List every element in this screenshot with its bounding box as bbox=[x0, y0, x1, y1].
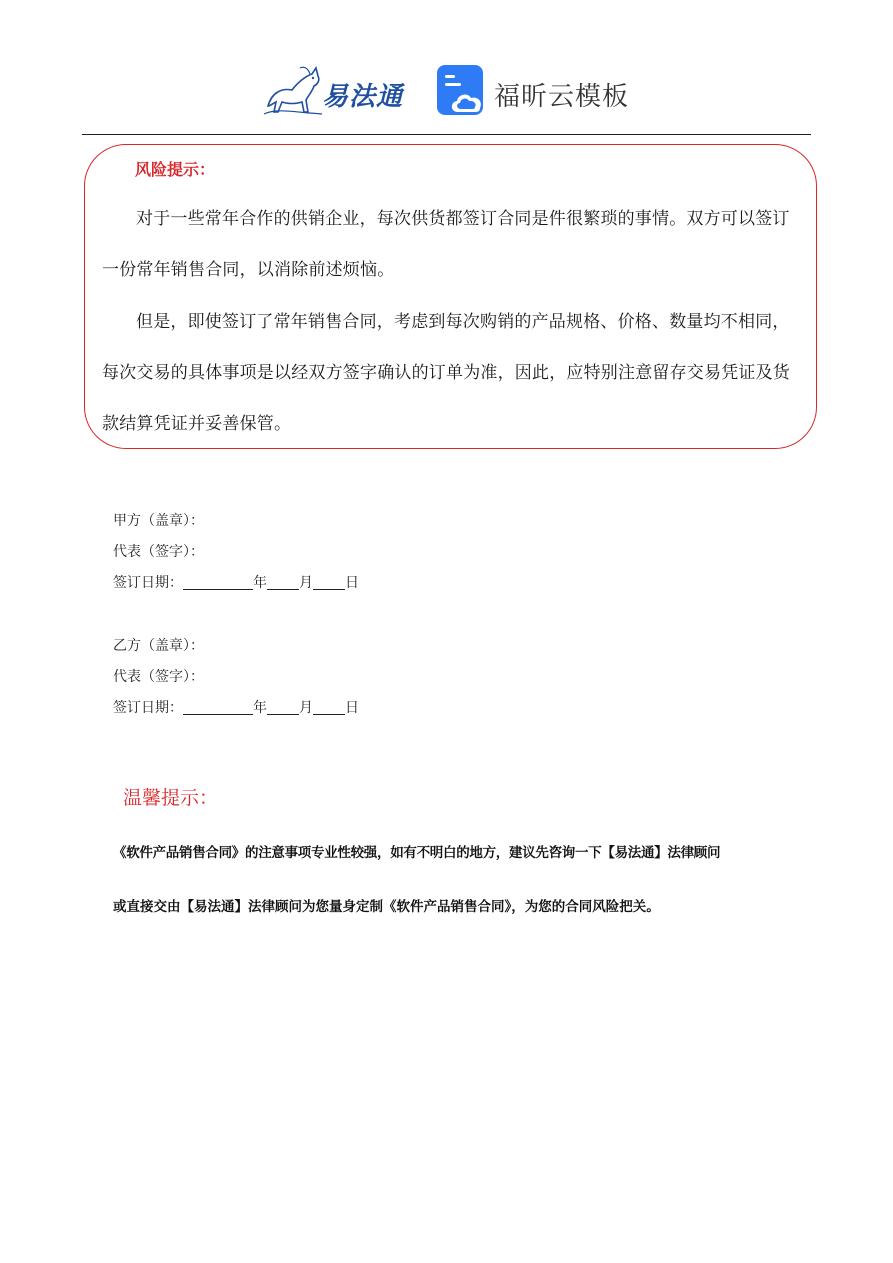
foxit-cloud-template-logo bbox=[436, 64, 636, 118]
horse-icon bbox=[262, 62, 326, 118]
party-b-rep-line bbox=[113, 662, 359, 693]
logo-left-text: 易法通 bbox=[322, 82, 404, 112]
cloud-document-icon bbox=[436, 64, 488, 116]
party-a-rep-label: 代表（签字）： bbox=[113, 544, 204, 560]
party-b-seal-line bbox=[113, 631, 359, 662]
header-divider bbox=[82, 134, 811, 135]
party-a-signature-block bbox=[113, 506, 359, 599]
day-label: 日 bbox=[345, 575, 359, 591]
party-b-rep-label: 代表（签字）： bbox=[113, 669, 204, 685]
month-blank bbox=[267, 698, 299, 715]
party-a-seal-label: 甲方（盖章）： bbox=[113, 513, 204, 529]
party-a-seal-line bbox=[113, 506, 359, 537]
year-blank bbox=[183, 698, 253, 715]
party-b-date-label: 签订日期： bbox=[113, 700, 183, 716]
risk-paragraph-2: 但是，即使签订了常年销售合同，考虑到每次购销的产品规格、价格、数量均不相同，每次交易的具体事项是以经双方签字确认的订单为准，因此，应特别注意留存交易凭证及货款结算凭证并妥善保管。 bbox=[102, 312, 790, 434]
month-label: 月 bbox=[299, 700, 313, 716]
day-blank bbox=[313, 573, 345, 590]
logo-right-text: 福昕云模板 bbox=[494, 82, 630, 112]
month-blank bbox=[267, 573, 299, 590]
month-label: 月 bbox=[299, 575, 313, 591]
warm-tip-line-2: 或直接交由【易法通】法律顾问为您量身定制《软件产品销售合同》，为您的合同风险把关。 bbox=[113, 899, 660, 915]
year-blank bbox=[183, 573, 253, 590]
party-a-date-label: 签订日期： bbox=[113, 575, 183, 591]
party-a-rep-line bbox=[113, 537, 359, 568]
warm-tip-title: 温馨提示： bbox=[123, 787, 219, 809]
party-b-signature-block bbox=[113, 631, 359, 724]
risk-paragraph-1: 对于一些常年合作的供销企业，每次供货都签订合同是件很繁琐的事情。双方可以签订一份常年销售合同，以消除前述烦恼。 bbox=[102, 209, 790, 280]
risk-notice-title: 风险提示： bbox=[135, 160, 216, 179]
party-a-date-line bbox=[113, 568, 359, 599]
page-header bbox=[0, 58, 893, 122]
year-label: 年 bbox=[253, 700, 267, 716]
yifatong-logo bbox=[262, 62, 412, 118]
day-label: 日 bbox=[345, 700, 359, 716]
party-b-date-line bbox=[113, 693, 359, 724]
day-blank bbox=[313, 698, 345, 715]
party-b-seal-label: 乙方（盖章）： bbox=[113, 638, 204, 654]
year-label: 年 bbox=[253, 575, 267, 591]
warm-tip-line-1: 《软件产品销售合同》的注意事项专业性较强，如有不明白的地方，建议先咨询一下【易法通】法律顾问 bbox=[113, 845, 721, 861]
